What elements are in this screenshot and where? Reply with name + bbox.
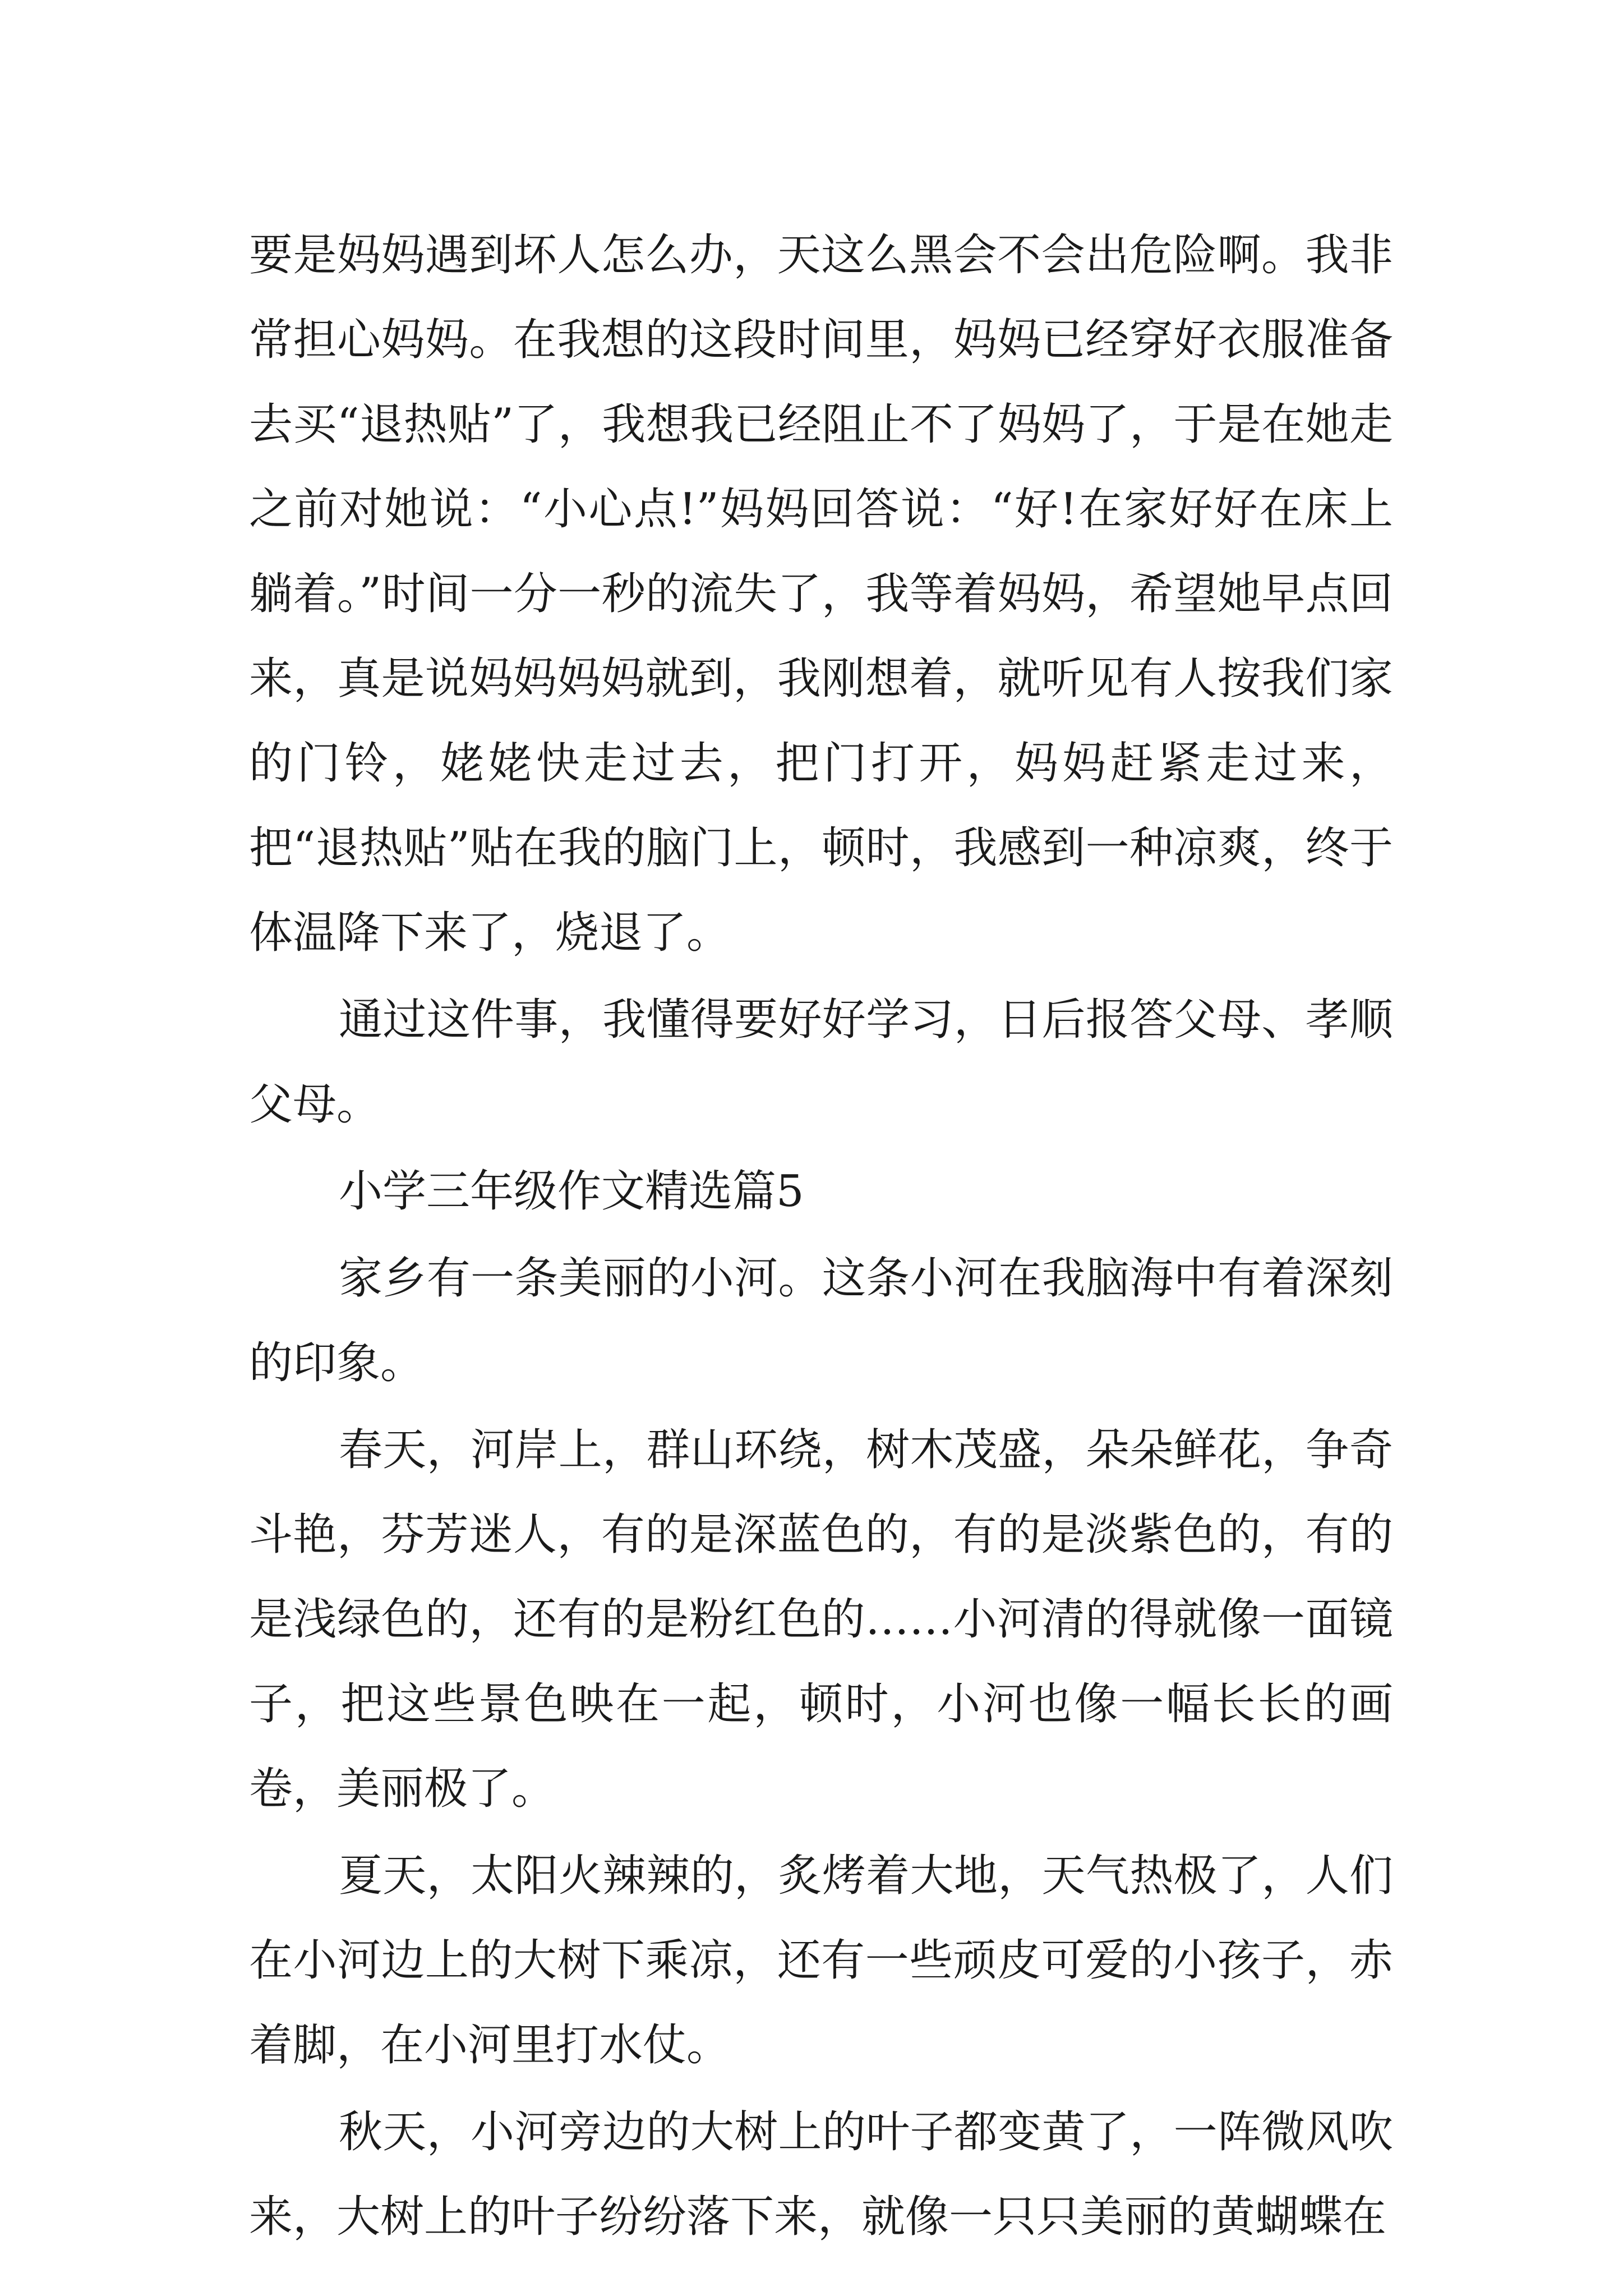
paragraph-summer: 夏天，太阳火辣辣的，炙烤着大地，天气热极了，人们在小河边上的大树下乘凉，还有一些顽皮可爱的小孩子，赤着脚，在小河里打水仗。 bbox=[249, 1851, 1393, 2070]
document-body bbox=[249, 213, 1393, 2262]
paragraph-lesson-learned: 通过这件事，我懂得要好好学习，日后报答父母、孝顺父母。 bbox=[249, 995, 1393, 1130]
essay-title: 小学三年级作文精选篇5 bbox=[339, 1166, 804, 1217]
paragraph-autumn: 秋天，小河旁边的大树上的叶子都变黄了，一阵微风吹来，大树上的叶子纷纷落下来，就像一只只美丽的黄蝴蝶在 bbox=[249, 2107, 1393, 2242]
paragraph-spring: 春天，河岸上，群山环绕，树木茂盛，朵朵鲜花，争奇斗艳，芬芳迷人，有的是深蓝色的，有的是淡紫色的，有的是浅绿色的，还有的是粉红色的……小河清的得就像一面镜子，把这些景色映在一起，顿时，小河也像一幅长长的画卷，美丽极了。 bbox=[249, 1425, 1393, 1814]
paragraph-mother-fetches-medicine: 要是妈妈遇到坏人怎么办，天这么黑会不会出危险啊。我非常担心妈妈。在我想的这段时间里，妈妈已经穿好衣服准备去买“退热贴”了，我想我已经阻止不了妈妈了，于是在她走之前对她说：“小心点!”妈妈回答说：“好!在家好好在床上躺着。”时间一分一秒的流失了，我等着妈妈，希望她早点回来，真是说妈妈妈妈就到，我刚想着，就听见有人按我们家的门铃，姥姥快走过去，把门打开，妈妈赶紧走过来，把“退热贴”贴在我的脑门上，顿时，我感到一种凉爽，终于体温降下来了，烧退了。 bbox=[249, 230, 1393, 958]
paragraph-hometown-river-intro: 家乡有一条美丽的小河。这条小河在我脑海中有着深刻的印象。 bbox=[249, 1253, 1393, 1388]
